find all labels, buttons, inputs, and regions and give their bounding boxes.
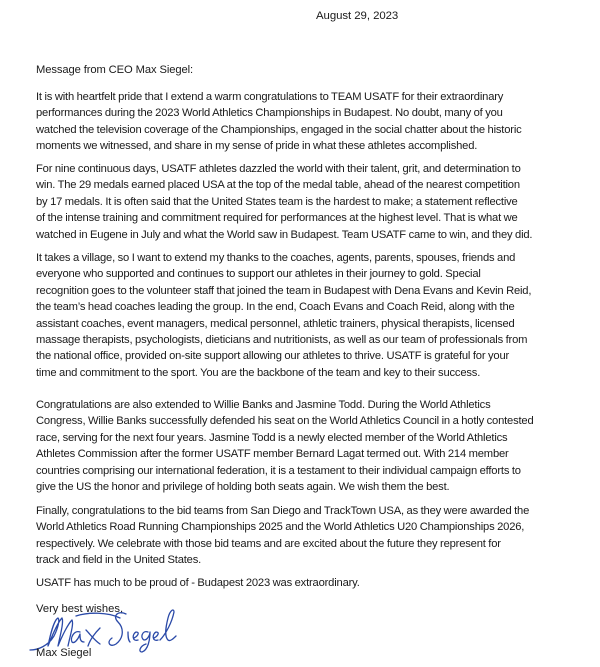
paragraph-line: Finally, congratulations to the bid teams from San Diego and TrackTown USA, as they were awarded the <box>36 505 530 517</box>
paragraph-line: countries comprising our international federation, it is a testament to their individual campaign efforts to <box>36 464 521 477</box>
paragraph-line: assistant coaches, event managers, medical personnel, athletic trainers, physical therapists, licensed <box>36 317 515 330</box>
paragraph-line: respectively. We celebrate with those bid teams and are excited about the future they represent for <box>36 537 501 550</box>
letter-closing: Very best wishes, <box>36 603 124 615</box>
paragraph-line: It takes a village, so I want to extend my thanks to the coaches, agents, parents, spouses, friends and <box>36 252 516 264</box>
paragraph-line: the national office, provided on-site support allowing our athletes to thrive. USATF is grateful for your <box>36 350 510 363</box>
paragraph-line: Congress, Willie Banks successfully defended his seat on the World Athletics Council in a hotly contested <box>36 415 534 428</box>
letter-heading: Message from CEO Max Siegel: <box>36 64 193 76</box>
paragraph-congratulations <box>36 89 596 155</box>
paragraph-line: track and field in the United States. <box>36 554 202 567</box>
letter-date: August 29, 2023 <box>316 10 399 22</box>
paragraph-conclusion <box>36 575 596 591</box>
paragraph-line: massage therapists, psychologists, dieticians and nutritionists, as well as our team of professionals from <box>36 334 528 347</box>
paragraph-council <box>36 397 596 495</box>
paragraph-line: USATF has much to be proud of - Budapest 2023 was extraordinary. <box>36 577 360 589</box>
paragraph-line: by 17 medals. It is often said that the United States team is the hardest to make; a statement reflective <box>36 195 518 208</box>
paragraph-line: of the intense training and commitment required for performances at the highest level. That is what we <box>36 212 518 225</box>
paragraph-line: Athletes Commission after the former USATF member Bernard Lagat termed out. With 214 member <box>36 448 509 461</box>
signer-name: Max Siegel <box>36 647 92 659</box>
paragraph-thanks <box>36 250 596 381</box>
paragraph-line: Congratulations are also extended to Willie Banks and Jasmine Todd. During the World Athletics <box>36 399 491 411</box>
paragraph-line: watched the television coverage of the Championships, engaged in the social chatter about the historic <box>36 123 522 136</box>
paragraph-line: moments we witnessed, and share in my sense of pride in what these athletes accomplished. <box>36 140 478 153</box>
paragraph-line: recognition goes to the volunteer staff that joined the team in Budapest with Dena Evans and Kevin Reid, <box>36 284 532 297</box>
paragraph-line: World Athletics Road Running Championships 2025 and the World Athletics U20 Championships 2026, <box>36 521 525 534</box>
paragraph-bid-teams <box>36 503 596 569</box>
paragraph-line: win. The 29 medals earned placed USA at the top of the medal table, ahead of the nearest competition <box>36 179 520 192</box>
paragraph-line: watched in Eugene in July and what the World saw in Budapest. Team USATF came to win, and they did. <box>36 228 533 241</box>
paragraph-line: give the US the honor and privilege of holding both seats again. We wish them the best. <box>36 481 450 494</box>
paragraph-medals <box>36 161 596 243</box>
paragraph-line: performances during the 2023 World Athletics Championships in Budapest. No doubt, many of you <box>36 107 503 120</box>
paragraph-line: For nine continuous days, USATF athletes dazzled the world with their talent, grit, and determination to <box>36 163 521 175</box>
paragraph-line: everyone who supported and continues to support our athletes in their journey to gold. Special <box>36 268 481 281</box>
paragraph-line: It is with heartfelt pride that I extend a warm congratulations to TEAM USATF for their extraordinary <box>36 91 504 103</box>
paragraph-line: time and commitment to the sport. You are the backbone of the team and key to their success. <box>36 366 481 379</box>
paragraph-line: the team’s head coaches leading the group. In the end, Coach Evans and Coach Reid, along with the <box>36 301 515 314</box>
paragraph-line: race, serving for the next four years. Jasmine Todd is a newly elected member of the World Athletics <box>36 431 508 444</box>
